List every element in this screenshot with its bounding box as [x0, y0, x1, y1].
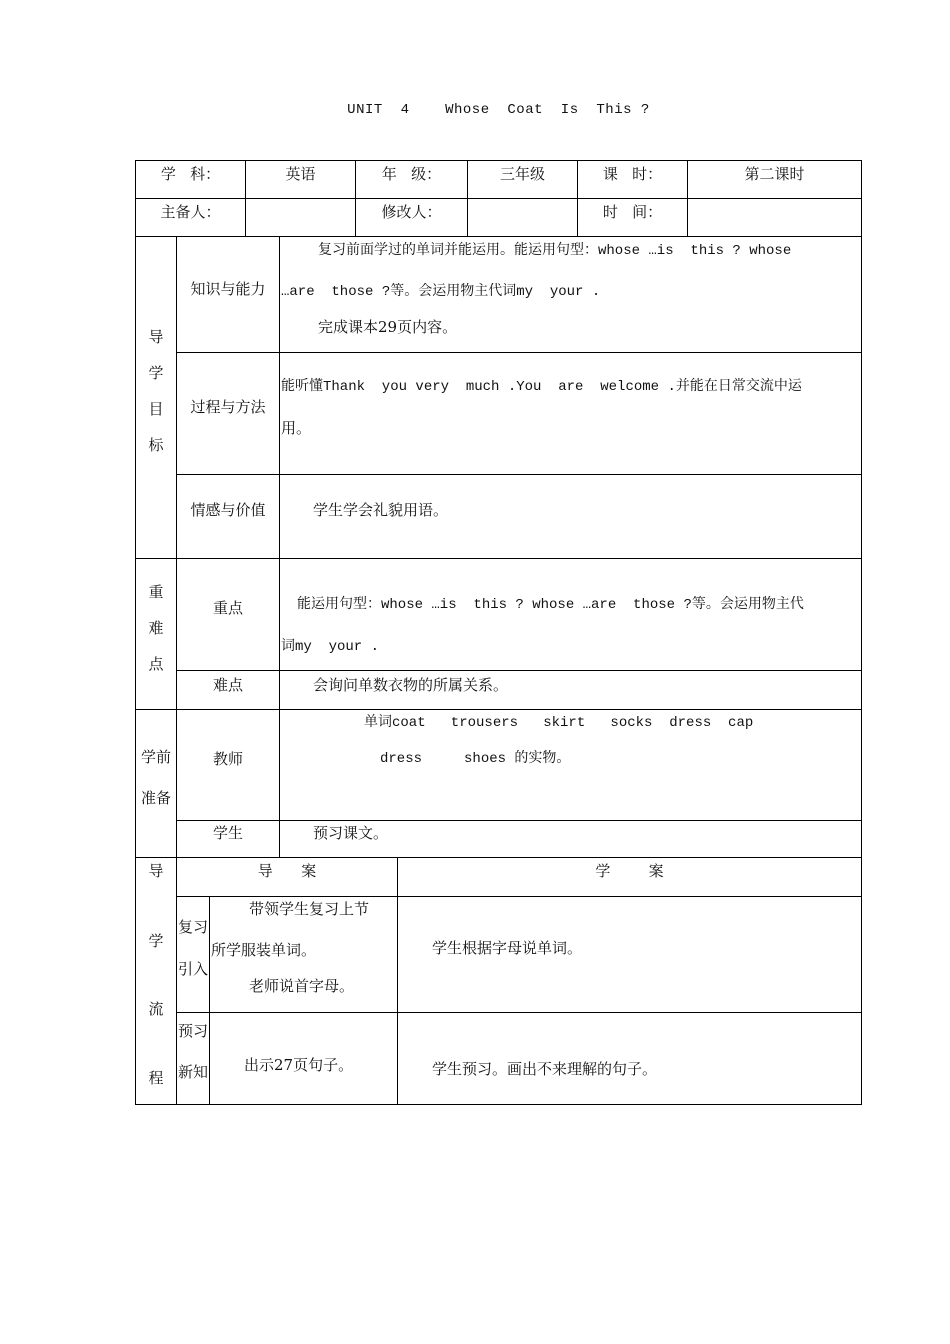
flow-section-char: 学 — [148, 932, 164, 950]
keypoints-section-char: 点 — [148, 655, 164, 673]
grade-label: 年 级： — [381, 165, 442, 183]
focus-text-line1: 能运用句型：whose …is this ? whose …are those ?等。会运用物主代 — [297, 597, 804, 613]
preparation-section-line1: 学前 — [140, 748, 171, 766]
flow-section-char: 流 — [148, 1000, 164, 1018]
keypoints-section-char: 重 — [148, 583, 164, 601]
difficult-label: 难点 — [212, 676, 243, 694]
process-label: 过程与方法 — [190, 398, 266, 416]
student-text: 预习课文。 — [313, 824, 389, 842]
table-rule — [135, 857, 862, 858]
subject-value: 英语 — [285, 165, 316, 183]
review-guide-line3: 老师说首字母。 — [249, 977, 355, 995]
period-value: 第二课时 — [744, 165, 805, 183]
process-text-line2: 用。 — [281, 419, 312, 437]
table-rule — [176, 1012, 862, 1013]
study-plan-header: 学 案 — [595, 862, 664, 880]
table-rule — [135, 1104, 862, 1105]
knowledge-text-line3: 完成课本29页内容。 — [318, 318, 458, 336]
emotion-text: 学生学会礼貌用语。 — [313, 501, 449, 519]
difficult-text: 会询问单数衣物的所属关系。 — [313, 676, 509, 694]
table-rule — [135, 236, 862, 237]
subject-label: 学 科： — [160, 165, 221, 183]
emotion-label: 情感与价值 — [190, 501, 266, 519]
table-rule — [861, 160, 862, 1105]
table-rule — [176, 896, 862, 897]
time-label: 时 间： — [602, 203, 663, 221]
teacher-text-line2: dress shoes 的实物。 — [380, 751, 571, 767]
flow-section-char: 程 — [148, 1069, 164, 1087]
teacher-text-line1: 单词coat trousers skirt socks dress cap — [364, 715, 754, 731]
goals-section-char: 学 — [148, 364, 164, 382]
review-label-line2: 引入 — [178, 960, 209, 978]
teacher-label: 教师 — [212, 750, 243, 768]
review-guide-line1: 带领学生复习上节 — [249, 900, 370, 918]
table-rule — [279, 236, 280, 857]
reviser-label: 修改人： — [381, 203, 442, 221]
preview-guide-text: 出示27页句子。 — [244, 1056, 354, 1074]
knowledge-text-line2: …are those ?等。会运用物主代词my your . — [281, 284, 601, 300]
student-label: 学生 — [212, 824, 243, 842]
goals-section-char: 导 — [148, 328, 164, 346]
focus-label: 重点 — [212, 599, 243, 617]
table-rule — [135, 558, 862, 559]
review-guide-line2: 所学服装单词。 — [211, 941, 317, 959]
period-label: 课 时： — [602, 165, 663, 183]
preparer-label: 主备人： — [160, 203, 221, 221]
table-rule — [209, 896, 210, 1104]
guide-plan-header: 导 案 — [257, 862, 317, 880]
knowledge-label: 知识与能力 — [190, 280, 266, 298]
preview-label-line2: 新知 — [178, 1063, 209, 1081]
knowledge-text-line1: 复习前面学过的单词并能运用。能运用句型：whose …is this ? whose — [318, 243, 792, 259]
keypoints-section-char: 难 — [148, 619, 164, 637]
preview-study-text: 学生预习。画出不来理解的句子。 — [432, 1060, 658, 1078]
preparation-section-line2: 准备 — [140, 789, 171, 807]
goals-section-char: 标 — [148, 436, 164, 454]
grade-value: 三年级 — [499, 165, 545, 183]
process-text-line1: 能听懂Thank you very much .You are welcome .并能在日常交流中运 — [281, 379, 802, 395]
document-title: UNIT 4 Whose Coat Is This ? — [347, 102, 650, 118]
table-rule — [397, 857, 398, 1104]
review-label-line1: 复习 — [178, 918, 209, 936]
table-rule — [135, 709, 862, 710]
preview-label-line1: 预习 — [178, 1022, 209, 1040]
flow-section-char: 导 — [148, 862, 164, 880]
focus-text-line2: 词my your . — [281, 639, 380, 655]
table-rule — [176, 236, 177, 1104]
goals-section-char: 目 — [148, 400, 164, 418]
review-study-text: 学生根据字母说单词。 — [432, 939, 583, 957]
